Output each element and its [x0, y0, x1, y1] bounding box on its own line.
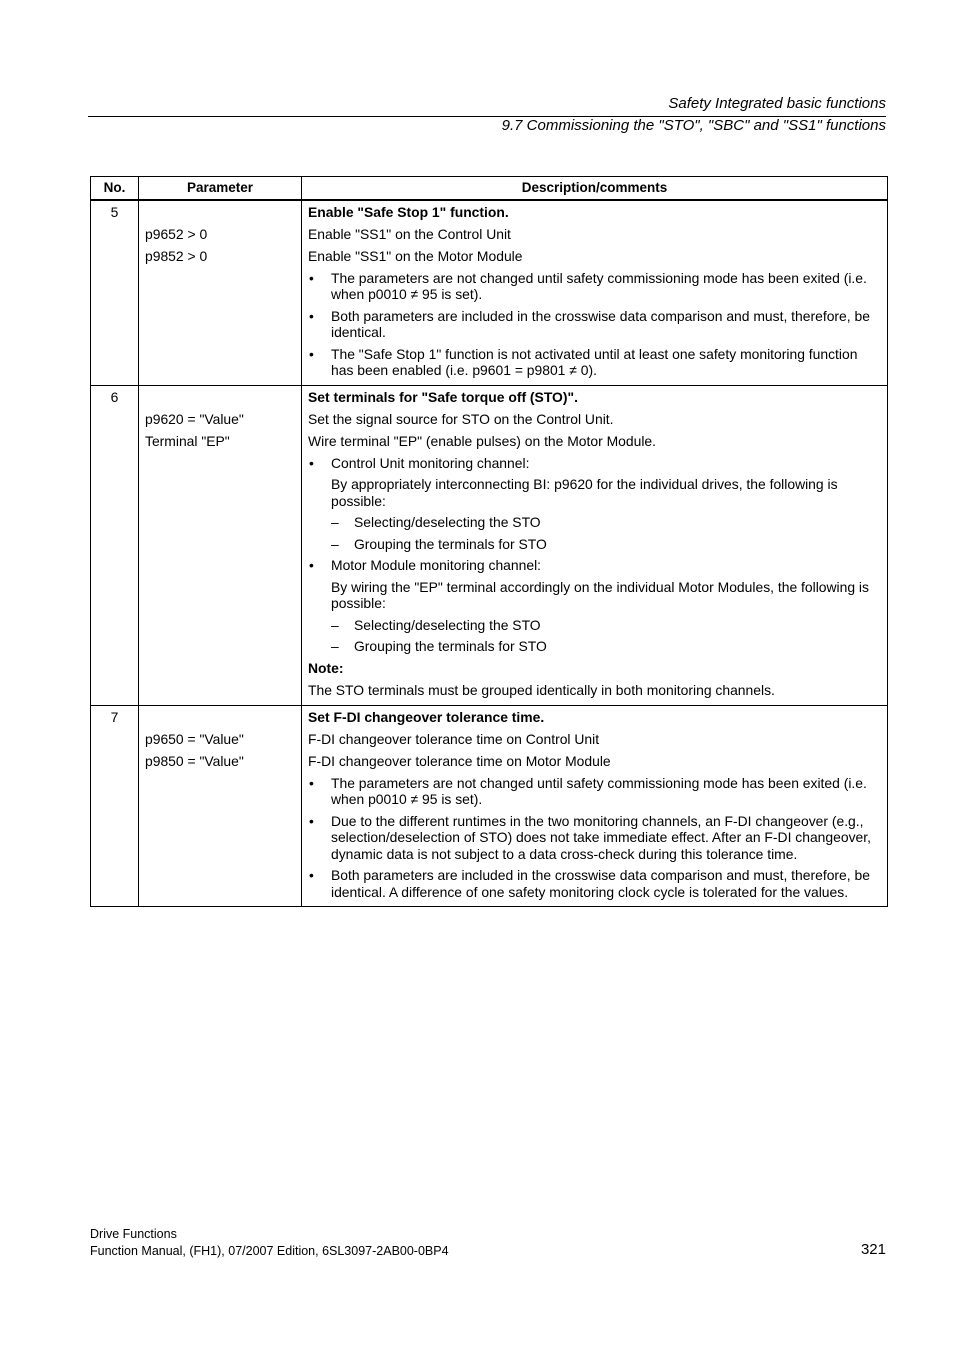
bullet-marker-icon: •: [309, 307, 314, 324]
description-text: F-DI changeover tolerance time on Control Unit: [308, 730, 600, 747]
list-item-text: Grouping the terminals for STO: [354, 535, 547, 552]
column-header-no: No.: [91, 177, 139, 200]
dash-marker-icon: –: [331, 514, 339, 530]
indented-text: By wiring the "EP" terminal accordingly on the individual Motor Modules, the following is possible:: [331, 578, 869, 611]
parameter-cell: [139, 200, 302, 386]
list-item-text: Motor Module monitoring channel:: [331, 557, 542, 573]
list-item-text: Control Unit monitoring channel:: [331, 454, 530, 471]
list-item-text: Due to the different runtimes in the two monitoring channels, an F-DI changeover (e.g., selection/deselection of STO) does not take immediate effect. After an F-DI changeover, dynamic data is not subject to a data cross-check during this tolerance time.: [331, 812, 871, 862]
parameter-line: p9650 = "Value": [145, 730, 244, 747]
page-number: 321: [860, 1241, 886, 1258]
list-item-text: The parameters are not changed until safety commissioning mode has been exited (i.e. when p0010 ≠ 95 is set).: [331, 269, 867, 302]
table-row: [91, 385, 888, 705]
bullet-marker-icon: •: [309, 269, 314, 286]
list-item-text: Both parameters are included in the crosswise data comparison and must, therefore, be identical.: [331, 307, 870, 340]
bullet-marker-icon: •: [309, 345, 314, 362]
bullet-marker-icon: •: [309, 867, 314, 883]
bullet-list-item: [308, 455, 881, 472]
step-title: Set terminals for "Safe torque off (STO)".: [308, 388, 578, 405]
dash-list-item: [308, 638, 881, 655]
bullet-list-item: [308, 270, 881, 303]
parameter-line: [145, 709, 295, 726]
description-cell: [302, 200, 888, 386]
bullet-marker-icon: •: [309, 557, 314, 573]
description-cell: [302, 385, 888, 705]
parameter-line: Terminal "EP": [145, 432, 230, 449]
running-header-chapter: Safety Integrated basic functions: [668, 95, 886, 112]
list-item-text: Grouping the terminals for STO: [354, 638, 547, 654]
list-item-text: The "Safe Stop 1" function is not activated until at least one safety monitoring function has been enabled (i.e. p9601 = p9801 ≠ 0).: [331, 345, 858, 378]
parameter-line: [145, 204, 295, 221]
bullet-list-item: [308, 813, 881, 863]
dash-list-item: [308, 536, 881, 553]
dash-list-item: [308, 617, 881, 634]
step-title: Set F-DI changeover tolerance time.: [308, 708, 545, 725]
description-text: Enable "SS1" on the Motor Module: [308, 247, 523, 264]
parameter-line: p9852 > 0: [145, 247, 208, 264]
column-header-parameter: Parameter: [139, 177, 302, 200]
list-item-text: Both parameters are included in the crosswise data comparison and must, therefore, be identical. A difference of one safety monitoring clock cycle is tolerated for the values.: [331, 867, 870, 900]
bullet-marker-icon: •: [309, 454, 314, 471]
parameter-line: [145, 389, 295, 406]
dash-marker-icon: –: [331, 616, 339, 633]
parameter-table: [90, 176, 888, 907]
bullet-list-item: [308, 557, 881, 574]
table-row: [91, 200, 888, 386]
step-title: Enable "Safe Stop 1" function.: [308, 203, 509, 220]
step-number: 5: [91, 200, 139, 386]
description-text: The STO terminals must be grouped identically in both monitoring channels.: [308, 681, 775, 698]
table-header-row: [91, 177, 888, 200]
indented-text: By appropriately interconnecting BI: p9620 for the individual drives, the following is possible:: [331, 476, 838, 509]
bullet-marker-icon: •: [309, 812, 314, 829]
parameter-line: p9850 = "Value": [145, 752, 244, 769]
step-number: 6: [91, 385, 139, 705]
list-item-text: Selecting/deselecting the STO: [354, 616, 541, 633]
bullet-list-item: [308, 867, 881, 900]
list-item-text: Selecting/deselecting the STO: [354, 514, 541, 530]
dash-list-item: [308, 514, 881, 531]
step-number: 7: [91, 705, 139, 907]
column-header-description: Description/comments: [302, 177, 888, 200]
description-text: Set the signal source for STO on the Control Unit.: [308, 410, 614, 427]
table-row: [91, 705, 888, 907]
description-text: F-DI changeover tolerance time on Motor Module: [308, 752, 611, 769]
bullet-list-item: [308, 308, 881, 341]
parameter-line: p9652 > 0: [145, 225, 208, 242]
description-text: Enable "SS1" on the Control Unit: [308, 225, 511, 242]
parameter-line: p9620 = "Value": [145, 410, 244, 427]
parameter-cell: [139, 705, 302, 907]
footer-edition: Function Manual, (FH1), 07/2007 Edition, 6SL3097-2AB00-0BP4: [90, 1244, 449, 1258]
list-item-text: The parameters are not changed until safety commissioning mode has been exited (i.e. when p0010 ≠ 95 is set).: [331, 774, 867, 807]
description-cell: [302, 705, 888, 907]
dash-marker-icon: –: [331, 638, 339, 654]
description-text: Wire terminal "EP" (enable pulses) on the Motor Module.: [308, 432, 657, 449]
step-title: Note:: [308, 659, 344, 676]
dash-marker-icon: –: [331, 535, 339, 552]
bullet-list-item: [308, 775, 881, 808]
footer-title: Drive Functions: [90, 1227, 177, 1241]
parameter-cell: [139, 385, 302, 705]
bullet-marker-icon: •: [309, 774, 314, 791]
running-header-section: 9.7 Commissioning the "STO", "SBC" and "SS1" functions: [501, 117, 886, 134]
bullet-list-item: [308, 346, 881, 379]
